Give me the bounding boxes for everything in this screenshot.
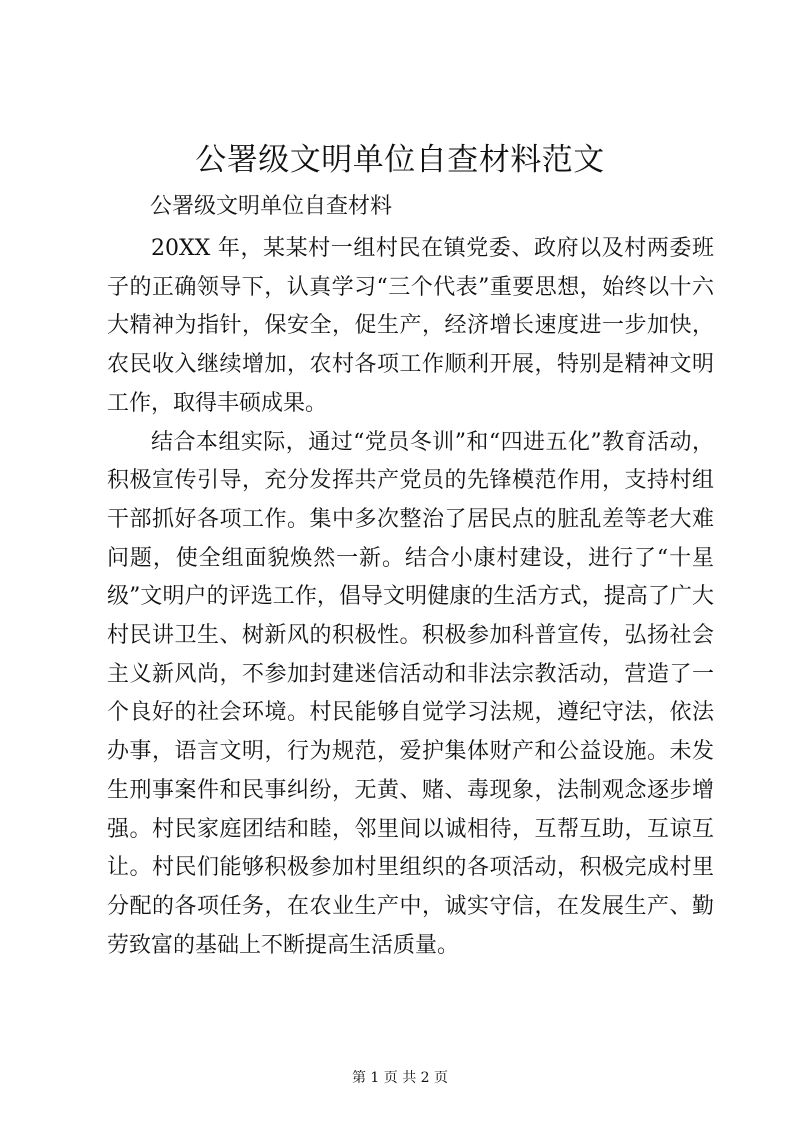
- body-paragraph: 结合本组实际，通过“党员冬训”和“四进五化”教育活动，积极宣传引导，充分发挥共产党员的先锋模范作用，支持村组干部抓好各项工作。集中多次整治了居民点的脏乱差等老大难问题，使全组面貌焕然一新。结合小康村建设，进行了“十星级”文明户的评选工作，倡导文明健康的生活方式，提高了广大村民讲卫生、树新风的积极性。积极参加科普宣传，弘扬社会主义新风尚，不参加封建迷信活动和非法宗教活动，营造了一个良好的社会环境。村民能够自觉学习法规，遵纪守法，依法办事，语言文明，行为规范，爱护集体财产和公益设施。未发生刑事案件和民事纠纷，无黄、赌、毒现象，法制观念逐步增强。村民家庭团结和睦，邻里间以诚相待，互帮互助，互谅互让。村民们能够积极参加村里组织的各项活动，积极完成村里分配的各项任务，在农业生产中，诚实守信，在发展生产、勤劳致富的基础上不断提高生活质量。: [107, 429, 714, 958]
- document-body: [107, 230, 714, 965]
- document-title: 公署级文明单位自查材料范文: [195, 142, 605, 178]
- page-footer: 第 1 页 共 2 页: [351, 1070, 449, 1086]
- document-subtitle: 公署级文明单位自查材料: [150, 194, 393, 219]
- body-paragraph: 20XX 年，某某村一组村民在镇党委、政府以及村两委班子的正确领导下，认真学习“三个代表”重要思想，始终以十六大精神为指针，保安全，促生产，经济增长速度进一步加快，农民收入继续增加，农村各项工作顺利开展，特别是精神文明工作，取得丰硕成果。: [107, 236, 714, 416]
